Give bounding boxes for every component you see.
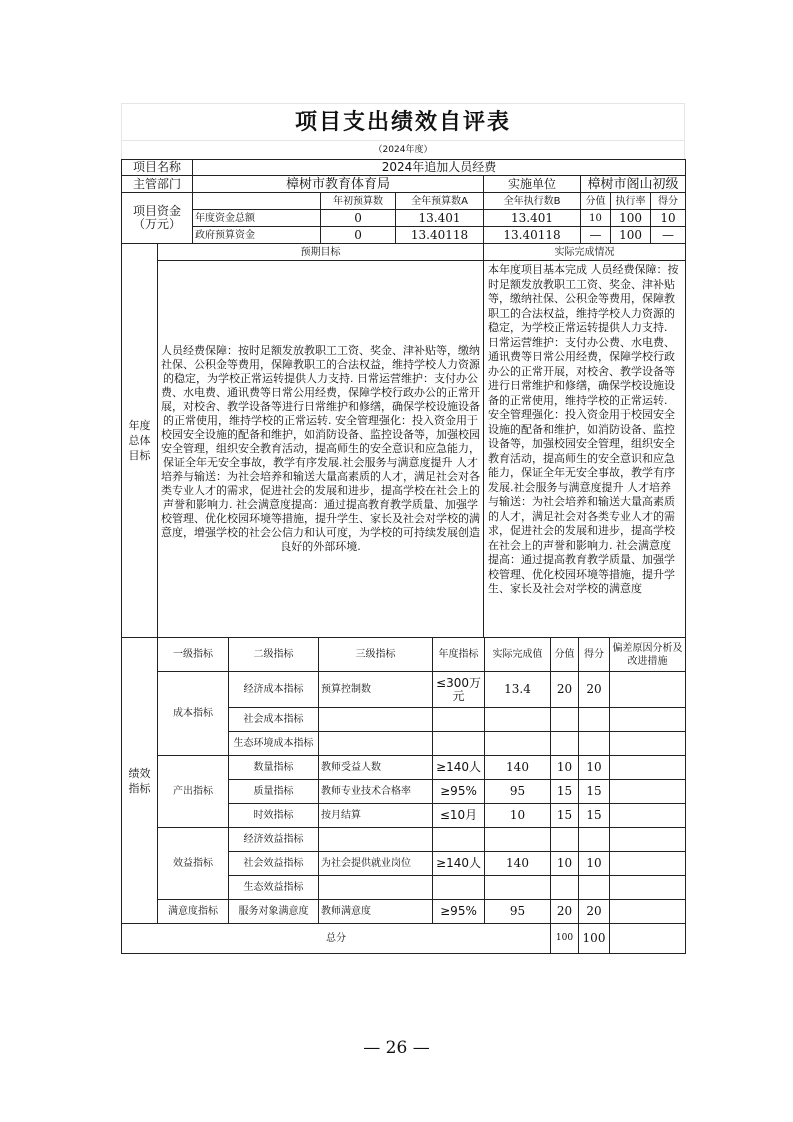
weight: 15 <box>551 804 579 828</box>
funds-header-weight: 分值 <box>581 193 611 210</box>
performance-header-5: 分值 <box>551 638 579 672</box>
total-weight: 100 <box>551 924 579 954</box>
deviation-note <box>610 708 686 732</box>
funds-label: 项目资金（万元） <box>122 193 193 244</box>
score: 10 <box>579 852 610 876</box>
deviation-note <box>610 828 686 852</box>
level2-indicator: 经济成本指标 <box>229 672 319 708</box>
deviation-note <box>610 804 686 828</box>
funds-rate: 100 <box>611 227 651 244</box>
actual-value <box>485 828 551 852</box>
level2-indicator: 社会效益指标 <box>229 852 319 876</box>
level2-indicator: 生态环境成本指标 <box>229 732 319 756</box>
level3-indicator <box>319 876 433 900</box>
level2-indicator: 经济效益指标 <box>229 828 319 852</box>
performance-header-3: 年度指标 <box>433 638 485 672</box>
weight: 20 <box>551 900 579 924</box>
funds-header-rate: 执行率 <box>611 193 651 210</box>
level2-indicator: 数量指标 <box>229 756 319 780</box>
level1-indicator: 效益指标 <box>158 828 229 900</box>
level3-indicator: 教师受益人数 <box>319 756 433 780</box>
annual-target: ≤300万元 <box>433 672 485 708</box>
funds-header-annual: 全年预算数A <box>396 193 484 210</box>
page-number: — 26 — <box>363 1038 430 1058</box>
deviation-note <box>610 780 686 804</box>
performance-header-7: 偏差原因分析及改进措施 <box>610 638 686 672</box>
funds-table <box>121 159 686 244</box>
funds-row-label: 年度资金总额 <box>193 210 321 227</box>
performance-row <box>122 756 686 780</box>
expected-header: 预期目标 <box>158 244 484 261</box>
actual-value <box>485 732 551 756</box>
funds-annual: 13.40118 <box>396 227 484 244</box>
level3-indicator: 预算控制数 <box>319 672 433 708</box>
performance-header-6: 得分 <box>579 638 610 672</box>
annual-target <box>433 732 485 756</box>
level1-indicator: 产出指标 <box>158 756 229 828</box>
deviation-note <box>610 900 686 924</box>
department-row <box>122 176 686 193</box>
weight: 15 <box>551 780 579 804</box>
funds-header-row <box>122 193 686 210</box>
goals-header-row <box>122 244 686 261</box>
funds-executed: 13.401 <box>484 210 581 227</box>
funds-row-label: 政府预算资金 <box>193 227 321 244</box>
annual-target: ≥140人 <box>433 756 485 780</box>
weight <box>551 732 579 756</box>
impl-value: 樟树市阁山初级 <box>581 176 686 193</box>
deviation-note <box>610 672 686 708</box>
document-title: 项目支出绩效自评表 <box>121 103 685 140</box>
score: 15 <box>579 804 610 828</box>
performance-header-0: 一级指标 <box>158 638 229 672</box>
level2-indicator: 社会成本指标 <box>229 708 319 732</box>
level2-indicator: 质量指标 <box>229 780 319 804</box>
funds-score: 10 <box>651 210 686 227</box>
actual-value: 95 <box>485 780 551 804</box>
funds-executed: 13.40118 <box>484 227 581 244</box>
funds-weight: — <box>581 227 611 244</box>
annual-target: ≥95% <box>433 780 485 804</box>
deviation-note <box>610 756 686 780</box>
level3-indicator: 教师专业技术合格率 <box>319 780 433 804</box>
total-row <box>122 924 686 954</box>
total-note <box>610 924 686 954</box>
actual-value <box>485 876 551 900</box>
score: 15 <box>579 780 610 804</box>
level2-indicator: 生态效益指标 <box>229 876 319 900</box>
performance-header-row <box>122 638 686 672</box>
level3-indicator <box>319 708 433 732</box>
funds-header-blank <box>193 193 321 210</box>
funds-initial: 0 <box>321 210 396 227</box>
level2-indicator: 时效指标 <box>229 804 319 828</box>
actual-value: 140 <box>485 756 551 780</box>
performance-label: 绩效指标 <box>122 638 158 924</box>
annual-target <box>433 708 485 732</box>
funds-header-initial: 年初预算数 <box>321 193 396 210</box>
weight <box>551 828 579 852</box>
performance-row <box>122 672 686 708</box>
score: 20 <box>579 672 610 708</box>
performance-row <box>122 900 686 924</box>
project-name-row <box>122 160 686 176</box>
performance-header-1: 二级指标 <box>229 638 319 672</box>
annual-target: ≥95% <box>433 900 485 924</box>
score <box>579 732 610 756</box>
level3-indicator: 按月结算 <box>319 804 433 828</box>
weight: 10 <box>551 756 579 780</box>
impl-label: 实施单位 <box>484 176 581 193</box>
deviation-note <box>610 852 686 876</box>
score <box>579 708 610 732</box>
level3-indicator <box>319 828 433 852</box>
evaluation-sheet <box>121 103 685 954</box>
level3-indicator: 为社会提供就业岗位 <box>319 852 433 876</box>
level3-indicator <box>319 732 433 756</box>
level3-indicator: 教师满意度 <box>319 900 433 924</box>
funds-row-gov <box>122 227 686 244</box>
score: 20 <box>579 900 610 924</box>
year-label: （2024年度） <box>121 140 685 159</box>
performance-header-2: 三级指标 <box>319 638 433 672</box>
actual-result-text: 本年度项目基本完成 人员经费保障：按时足额发放教职工工资、奖金、津补贴等，缴纳社保、公积金等费用，保障教职工的合法权益，维持学校人力资源的稳定，为学校正常运转提供人力支持. 日常运营维护：支付办公费、水电费、通讯费等日常公用经费，保障学校行政办公的正常开展，对校舍、教学设备等进行日常维护和修缮，确保学校设施设备的正常使用，维持学校的正常运转. 安全管理强化：投入资金用于校园安全设施的配备和维护，如消防设备、监控设备等，加强校园安全管理，组织安全教育活动，提高师生的安全意识和应急能力，保证全年无安全事故，教学有序发展.社会服务与满意度提升 人才培养与输送：为社会培养和输送大量高素质的人才，满足社会对各类专业人才的需求，促进社会的发展和进步，提高学校在社会上的声誉和影响力. 社会满意度提高：通过提高教育教学质量、加强学校管理、优化校园环境等措施，提升学生、家长及社会对学校的满意度 <box>488 263 679 595</box>
funds-rate: 100 <box>611 210 651 227</box>
expected-goal-text: 人员经费保障：按时足额发放教职工工资、奖金、津补贴等，缴纳社保、公积金等费用，保障教职工的合法权益，维持学校人力资源的稳定，为学校正常运转提供人力支持. 日常运营维护：支付办公费、水电费、通讯费等日常公用经费，保障学校行政办公的正常开展，对校舍、教学设备等进行日常维护和修缮，确保学校设施设备的正常使用，维持学校的正常运转. 安全管理强化：投入资金用于校园安全设施的配备和维护，如消防设备、监控设备等，加强校园安全管理，组织安全教育活动，提高师生的安全意识和应急能力，保证全年无安全事故，教学有序发展.社会服务与满意度提升 人才培养与输送：为社会培养和输送大量高素质的人才，满足社会对各类专业人才的需求，促进社会的发展和进步，提高学校在社会上的声誉和影响力. 社会满意度提高：通过提高教育教学质量、加强学校管理、优化校园环境等措施，提升学生、家长及社会对学校的满意度，增强学校的社会公信力和认可度，为学校的可持续发展创造良好的外部环境. <box>158 261 484 638</box>
goals-table <box>121 243 686 638</box>
performance-header-4: 实际完成值 <box>485 638 551 672</box>
project-name-label: 项目名称 <box>122 160 193 176</box>
weight: 20 <box>551 672 579 708</box>
total-score: 100 <box>579 924 610 954</box>
actual-value: 140 <box>485 852 551 876</box>
funds-row-total <box>122 210 686 227</box>
annual-target: ≥140人 <box>433 852 485 876</box>
funds-weight: 10 <box>581 210 611 227</box>
level1-indicator: 成本指标 <box>158 672 229 756</box>
deviation-note <box>610 876 686 900</box>
total-label: 总分 <box>122 924 551 954</box>
funds-annual: 13.401 <box>396 210 484 227</box>
funds-header-executed: 全年执行数B <box>484 193 581 210</box>
funds-score: — <box>651 227 686 244</box>
actual-header: 实际完成情况 <box>484 244 686 261</box>
dept-label: 主管部门 <box>122 176 193 193</box>
funds-initial: 0 <box>321 227 396 244</box>
dept-value: 樟树市教育体育局 <box>193 176 484 193</box>
score: 10 <box>579 756 610 780</box>
actual-value: 13.4 <box>485 672 551 708</box>
weight <box>551 708 579 732</box>
score <box>579 876 610 900</box>
performance-table <box>121 637 686 954</box>
deviation-note <box>610 732 686 756</box>
performance-row <box>122 828 686 852</box>
funds-header-score: 得分 <box>651 193 686 210</box>
level2-indicator: 服务对象满意度 <box>229 900 319 924</box>
weight: 10 <box>551 852 579 876</box>
project-name: 2024年追加人员经费 <box>193 160 686 176</box>
goals-label: 年度总体目标 <box>122 244 158 638</box>
actual-value <box>485 708 551 732</box>
goals-content-row <box>122 261 686 638</box>
annual-target: ≤10月 <box>433 804 485 828</box>
annual-target <box>433 876 485 900</box>
actual-value: 10 <box>485 804 551 828</box>
annual-target <box>433 828 485 852</box>
actual-value: 95 <box>485 900 551 924</box>
weight <box>551 876 579 900</box>
score <box>579 828 610 852</box>
level1-indicator: 满意度指标 <box>158 900 229 924</box>
